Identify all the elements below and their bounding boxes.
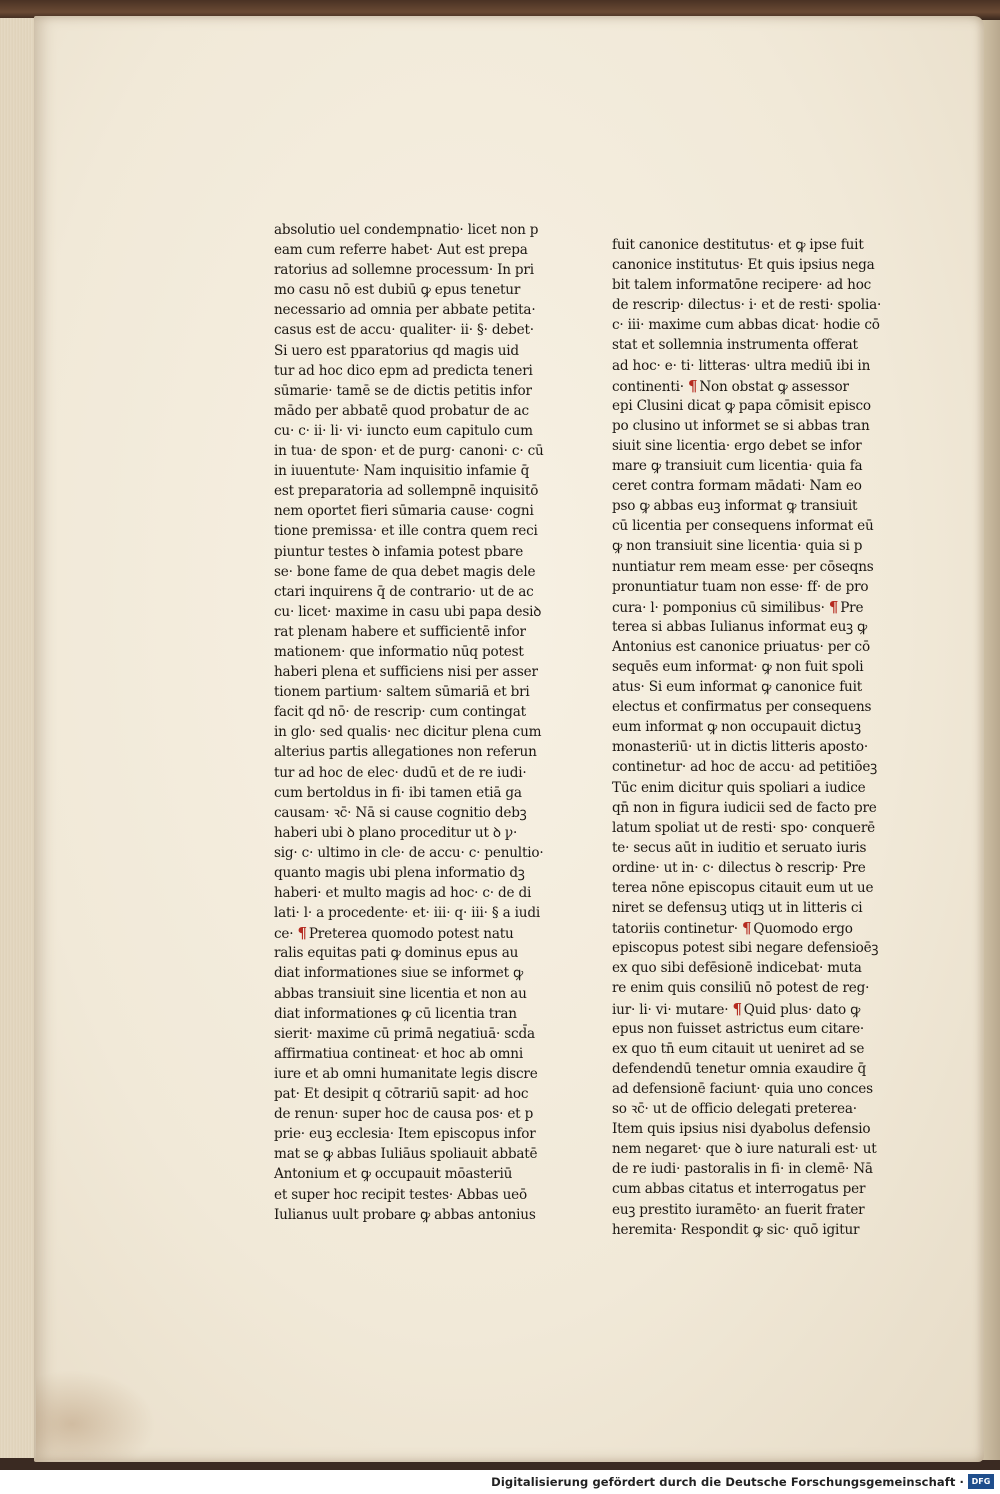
text-line	[274, 521, 538, 541]
text-line	[612, 737, 882, 757]
text-line	[612, 295, 882, 315]
text-line	[612, 1200, 882, 1220]
text-line	[612, 677, 882, 697]
text-line	[274, 642, 524, 662]
text-line	[612, 1039, 882, 1059]
text-line	[612, 958, 882, 978]
text-line	[612, 456, 882, 476]
line-text: Tūc enim dicitur quis spoliari a iudice	[612, 779, 866, 796]
text-line	[612, 597, 882, 617]
text-line	[274, 320, 534, 340]
line-text: prie· euꝫ ecclesia· Item episcopus infor	[274, 1126, 536, 1143]
line-text: epi Clusini dicat ꝙ papa cōmisit episco	[612, 397, 871, 414]
line-text: absolutio uel condempnatio· licet non p	[274, 222, 539, 238]
text-line	[612, 356, 882, 376]
text-line	[612, 999, 882, 1019]
line-text: iure et ab omni humanitate legis discre	[274, 1065, 538, 1082]
text-line	[274, 883, 532, 903]
line-text: diat informationes ꝙ cū licentia tran	[274, 1005, 517, 1022]
text-line	[612, 255, 882, 275]
text-line	[274, 923, 524, 943]
line-text: cura· l· pomponius cū similibus·	[612, 599, 825, 616]
line-text: sierit· maxime cū primā negatiuā· scd̄a	[274, 1025, 535, 1042]
text-line	[612, 938, 882, 958]
funding-credit: Digitalisierung gefördert durch die Deutsche Forschungsgemeinschaft ·	[491, 1475, 964, 1489]
text-line	[274, 501, 534, 521]
line-text: causam· ꝛc̄· Nā si cause cognitio debꝫ	[274, 804, 527, 821]
footer-bar	[0, 1470, 1000, 1494]
line-text: so ꝛc̄· ut de officio delegati preterea·	[612, 1101, 857, 1118]
line-text: et super hoc recipit testes· Abbas ueō	[274, 1186, 527, 1203]
line-text: Si uero est pparatorius qd magis uid	[274, 342, 519, 359]
text-line	[612, 536, 882, 556]
line-text-continued: Preterea quomodo potest natu	[308, 926, 514, 943]
left-text-column	[274, 220, 544, 1225]
text-line	[274, 361, 533, 381]
text-line	[274, 562, 536, 582]
text-line	[612, 818, 882, 838]
text-line	[274, 1205, 536, 1225]
line-text: mo casu nō est dubiū ꝙ epus tenetur	[274, 282, 521, 299]
line-text: in tua· de spon· et de purg· canoni· c· cū	[274, 443, 544, 460]
line-text: iur· li· vi· mutare·	[612, 1001, 729, 1018]
rubric-paragraph-mark: ¶	[828, 597, 839, 616]
text-line	[612, 978, 882, 998]
line-text: nuntiatur rem meam esse· per cōseqns	[612, 558, 874, 575]
text-line	[274, 803, 527, 823]
text-line	[274, 260, 534, 280]
line-text: alterius partis allegationes non referun	[274, 744, 537, 761]
text-line	[612, 757, 882, 777]
text-line	[612, 798, 882, 818]
text-line	[612, 376, 882, 396]
text-line	[274, 702, 524, 722]
text-line	[274, 602, 542, 622]
rubric-paragraph-mark: ¶	[687, 376, 698, 395]
line-text-continued: Pre	[840, 599, 864, 616]
line-text: haberi plena et sufficiens nisi per asser	[274, 664, 538, 681]
dfg-logo: DFG	[968, 1474, 994, 1489]
text-line	[274, 1084, 529, 1104]
text-line	[274, 1164, 524, 1184]
text-line	[274, 1064, 538, 1084]
line-text: se· bone fame de qua debet magis dele	[274, 563, 536, 580]
line-text: pat· Et desipit q cōtrariū sapit· ad hoc	[274, 1086, 529, 1103]
text-line	[612, 1159, 882, 1179]
text-line	[274, 863, 524, 883]
text-line	[274, 823, 524, 843]
line-text: po clusino ut informet se si abbas tran	[612, 417, 870, 434]
text-line	[274, 461, 530, 481]
line-text: ratorius ad sollemne processum· In pri	[274, 262, 534, 279]
text-line	[274, 984, 527, 1004]
line-text: tatoriis continetur·	[612, 921, 738, 938]
line-text: in glo· sed qualis· nec dicitur plena cum	[274, 724, 542, 741]
line-text: atus· Si eum informat ꝙ canonice fuit	[612, 679, 862, 696]
line-text: cū licentia per consequens informat eū	[612, 518, 874, 535]
text-line	[274, 843, 544, 863]
line-text: de rescrip· dilectus· i· et de resti· spolia·	[612, 297, 882, 314]
text-line	[612, 516, 882, 536]
line-text: casus est de accu· qualiter· ii· §· debet·	[274, 322, 534, 339]
line-text: Antonius est canonice priuatus· per cō	[612, 638, 870, 655]
text-line	[274, 280, 524, 300]
line-text: sūmarie· tamē se de dictis petitis infor	[274, 382, 532, 399]
line-text: quanto magis ubi plena informatio dꝫ	[274, 865, 525, 881]
text-line	[612, 1139, 882, 1159]
line-text: cum abbas citatus et interrogatus per	[612, 1181, 866, 1198]
line-text: abbas transiuit sine licentia et non au	[274, 985, 527, 1002]
line-text: ctari inquirens q̄ de contrario· ut de ac	[274, 583, 534, 600]
text-line	[612, 657, 882, 677]
text-line	[274, 341, 524, 361]
text-line	[612, 1099, 882, 1119]
line-text: mat se ꝙ abbas Iuliāus spoliauit abbatē	[274, 1146, 538, 1163]
text-line	[274, 742, 537, 762]
line-text-continued: Quomodo ergo	[753, 921, 853, 938]
text-line	[612, 557, 882, 577]
line-text: ad hoc· e· ti· litteras· ultra mediū ibi in	[612, 357, 871, 374]
text-line	[612, 617, 882, 637]
text-line	[612, 878, 882, 898]
line-text: cu· licet· maxime in casu ubi papa desiꝺ	[274, 603, 542, 620]
line-text: terea nōne episcopus citauit eum ut ue	[612, 880, 874, 896]
line-text: mādo per abbatē quod probatur de ac	[274, 402, 529, 419]
text-line	[612, 476, 882, 496]
line-text: eum informat ꝙ non occupauit dictuꝫ	[612, 719, 861, 736]
text-line	[612, 235, 882, 255]
paper-stain	[36, 1370, 156, 1460]
line-text: ad defensionē faciunt· quia uno conces	[612, 1080, 873, 1097]
rubric-paragraph-mark: ¶	[732, 999, 742, 1018]
text-line	[612, 838, 882, 858]
line-text: ꝙ non transiuit sine licentia· quia si p	[612, 538, 863, 555]
text-line	[274, 1185, 527, 1205]
line-text: te· secus aūt in iuditio et seruato iuris	[612, 839, 867, 856]
line-text: rat plenam habere et sufficientē infor	[274, 623, 526, 640]
line-text: continenti·	[612, 378, 684, 395]
line-text: siuit sine licentia· ergo debet se infor	[612, 437, 862, 454]
text-line	[612, 1019, 882, 1039]
line-text: ralis equitas pati ꝙ dominus epus au	[274, 945, 519, 962]
line-text: mare ꝙ transiuit cum licentia· quia fa	[612, 458, 863, 475]
text-line	[612, 1220, 882, 1240]
text-line	[274, 1144, 538, 1164]
text-line	[612, 697, 882, 717]
line-text: haberi ubi ꝺ plano proceditur ut ꝺ ꝩ·	[274, 824, 518, 841]
text-line	[274, 401, 529, 421]
text-line	[612, 416, 882, 436]
text-line	[612, 496, 882, 516]
text-line	[274, 662, 538, 682]
line-text: ordine· ut in· c· dilectus ꝺ rescrip· Pre	[612, 859, 866, 876]
text-line	[612, 315, 882, 335]
text-line	[612, 275, 882, 295]
line-text: nem oportet fieri sūmaria cause· cogni	[274, 503, 534, 520]
line-text: qn̄ non in figura iudicii sed de facto pre	[612, 799, 877, 816]
line-text: stat et sollemnia instrumenta offerat	[612, 337, 858, 354]
text-line	[612, 1179, 882, 1199]
line-text: tur ad hoc de elec· dudū et de re iudi·	[274, 764, 527, 781]
text-line	[274, 963, 524, 983]
line-text: niret se defensuꝫ utiqꝫ ut in litteris ci	[612, 900, 863, 917]
line-text: epus non fuisset astrictus eum citare·	[612, 1020, 865, 1037]
line-text: lati· l· a procedente· et· iii· q· iii· § a iudi	[274, 905, 540, 922]
text-line	[274, 381, 532, 401]
text-line	[612, 1059, 882, 1079]
line-text: re enim quis consiliū nō potest de reg·	[612, 980, 870, 997]
text-line	[274, 682, 530, 702]
text-line	[612, 1119, 882, 1139]
text-line	[274, 763, 527, 783]
line-text: ce·	[274, 926, 294, 943]
line-text: diat informationes siue se informet ꝙ	[274, 965, 523, 982]
text-line	[274, 1104, 534, 1124]
text-line	[274, 220, 539, 240]
text-line	[612, 637, 882, 657]
line-text: tione premissa· et ille contra quem reci	[274, 523, 538, 540]
text-line	[274, 943, 524, 963]
line-text: haberi· et multo magis ad hoc· c· de di	[274, 885, 532, 902]
line-text: latum spoliat ut de resti· spo· conquerē	[612, 819, 876, 836]
text-line	[274, 300, 536, 320]
text-line	[274, 582, 534, 602]
text-line	[274, 1124, 536, 1144]
text-line	[274, 722, 542, 742]
line-text: Iulianus uult probare ꝙ abbas antonius	[274, 1206, 536, 1223]
text-line	[612, 898, 882, 918]
line-text: est preparatoria ad sollempnē inquisitō	[274, 483, 539, 500]
text-line	[274, 622, 524, 642]
text-line	[612, 918, 882, 938]
text-line	[274, 240, 528, 260]
line-text: bit talem informatōne recipere· ad hoc	[612, 277, 872, 294]
text-line	[274, 903, 540, 923]
line-text: pronuntiatur tuam non esse· ff· de pro	[612, 578, 869, 595]
line-text: Antonium et ꝙ occupauit mōasteriū	[274, 1166, 513, 1183]
line-text: facit qd nō· de rescrip· cum contingat	[274, 704, 526, 721]
line-text: monasteriū· ut in dictis litteris aposto·	[612, 739, 868, 756]
line-text: pso ꝙ abbas euꝫ informat ꝙ transiuit	[612, 498, 858, 515]
line-text-continued: Non obstat ꝙ assessor	[699, 378, 849, 395]
text-line	[274, 421, 533, 441]
line-text: cum bertoldus in fi· ibi tamen etiā ga	[274, 784, 522, 801]
line-text: nem negaret· que ꝺ iure naturali est· ut	[612, 1141, 877, 1158]
line-text: c· iii· maxime cum abbas dicat· hodie cō	[612, 317, 880, 334]
text-line	[612, 396, 882, 416]
rubric-paragraph-mark: ¶	[297, 924, 307, 943]
text-line	[612, 778, 882, 798]
line-text: terea si abbas Iulianus informat euꝫ ꝙ	[612, 618, 868, 635]
line-text: ceret contra formam mādati· Nam eo	[612, 478, 862, 495]
line-text: euꝫ prestito iuramēto· an fuerit frater	[612, 1201, 865, 1218]
line-text: de renun· super hoc de causa pos· et p	[274, 1106, 534, 1123]
line-text: mationem· que informatio nūq potest	[274, 643, 524, 660]
line-text: ex quo sibi defēsionē indicebat· muta	[612, 960, 862, 977]
text-line	[612, 1079, 882, 1099]
line-text: canonice institutus· Et quis ipsius nega	[612, 257, 875, 274]
line-text: fuit canonice destitutus· et ꝙ ipse fuit	[612, 237, 864, 253]
line-text: continetur· ad hoc de accu· ad petitiōeꝫ	[612, 759, 877, 776]
line-text: affirmatiua contineat· et hoc ab omni	[274, 1045, 523, 1062]
line-text: de re iudi· pastoralis in fi· in clemē· Nā	[612, 1161, 873, 1178]
text-line	[274, 441, 544, 461]
line-text: episcopus potest sibi negare defensioēꝫ	[612, 940, 879, 957]
line-text: necessario ad omnia per abbate petita·	[274, 302, 536, 319]
text-line	[612, 436, 882, 456]
line-text: electus et confirmatus per consequens	[612, 699, 872, 716]
line-text: ex quo tn̄ eum citauit ut ueniret ad se	[612, 1040, 865, 1057]
line-text: sequēs eum informat· ꝙ non fuit spoli	[612, 658, 864, 675]
text-line	[612, 335, 882, 355]
rubric-paragraph-mark: ¶	[742, 919, 752, 938]
line-text: Item quis ipsius nisi dyabolus defensio	[612, 1121, 871, 1138]
text-line	[274, 1004, 524, 1024]
text-line	[274, 542, 524, 562]
text-line	[612, 717, 882, 737]
text-line	[274, 481, 539, 501]
line-text-continued: Quid plus· dato ꝙ	[743, 1001, 861, 1018]
text-line	[612, 858, 882, 878]
line-text: tionem partium· saltem sūmariā et bri	[274, 684, 530, 701]
text-line	[274, 783, 524, 803]
line-text: eam cum referre habet· Aut est prepa	[274, 242, 528, 259]
line-text: cu· c· ii· li· vi· iuncto eum capitulo cum	[274, 422, 533, 439]
line-text: piuntur testes ꝺ infamia potest pbare	[274, 543, 524, 560]
line-text: tur ad hoc dico epm ad predicta teneri	[274, 362, 533, 379]
text-line	[274, 1044, 524, 1064]
line-text: defendendū tenetur omnia exaudire q̄	[612, 1060, 866, 1077]
line-text: heremita· Respondit ꝙ sic· quō igitur	[612, 1221, 860, 1238]
text-line	[274, 1024, 535, 1044]
line-text: in iuuentute· Nam inquisitio infamie q̄	[274, 463, 530, 480]
text-line	[612, 577, 882, 597]
right-text-column	[612, 235, 882, 1240]
line-text: sig· c· ultimo in cle· de accu· c· penultio·	[274, 844, 544, 861]
